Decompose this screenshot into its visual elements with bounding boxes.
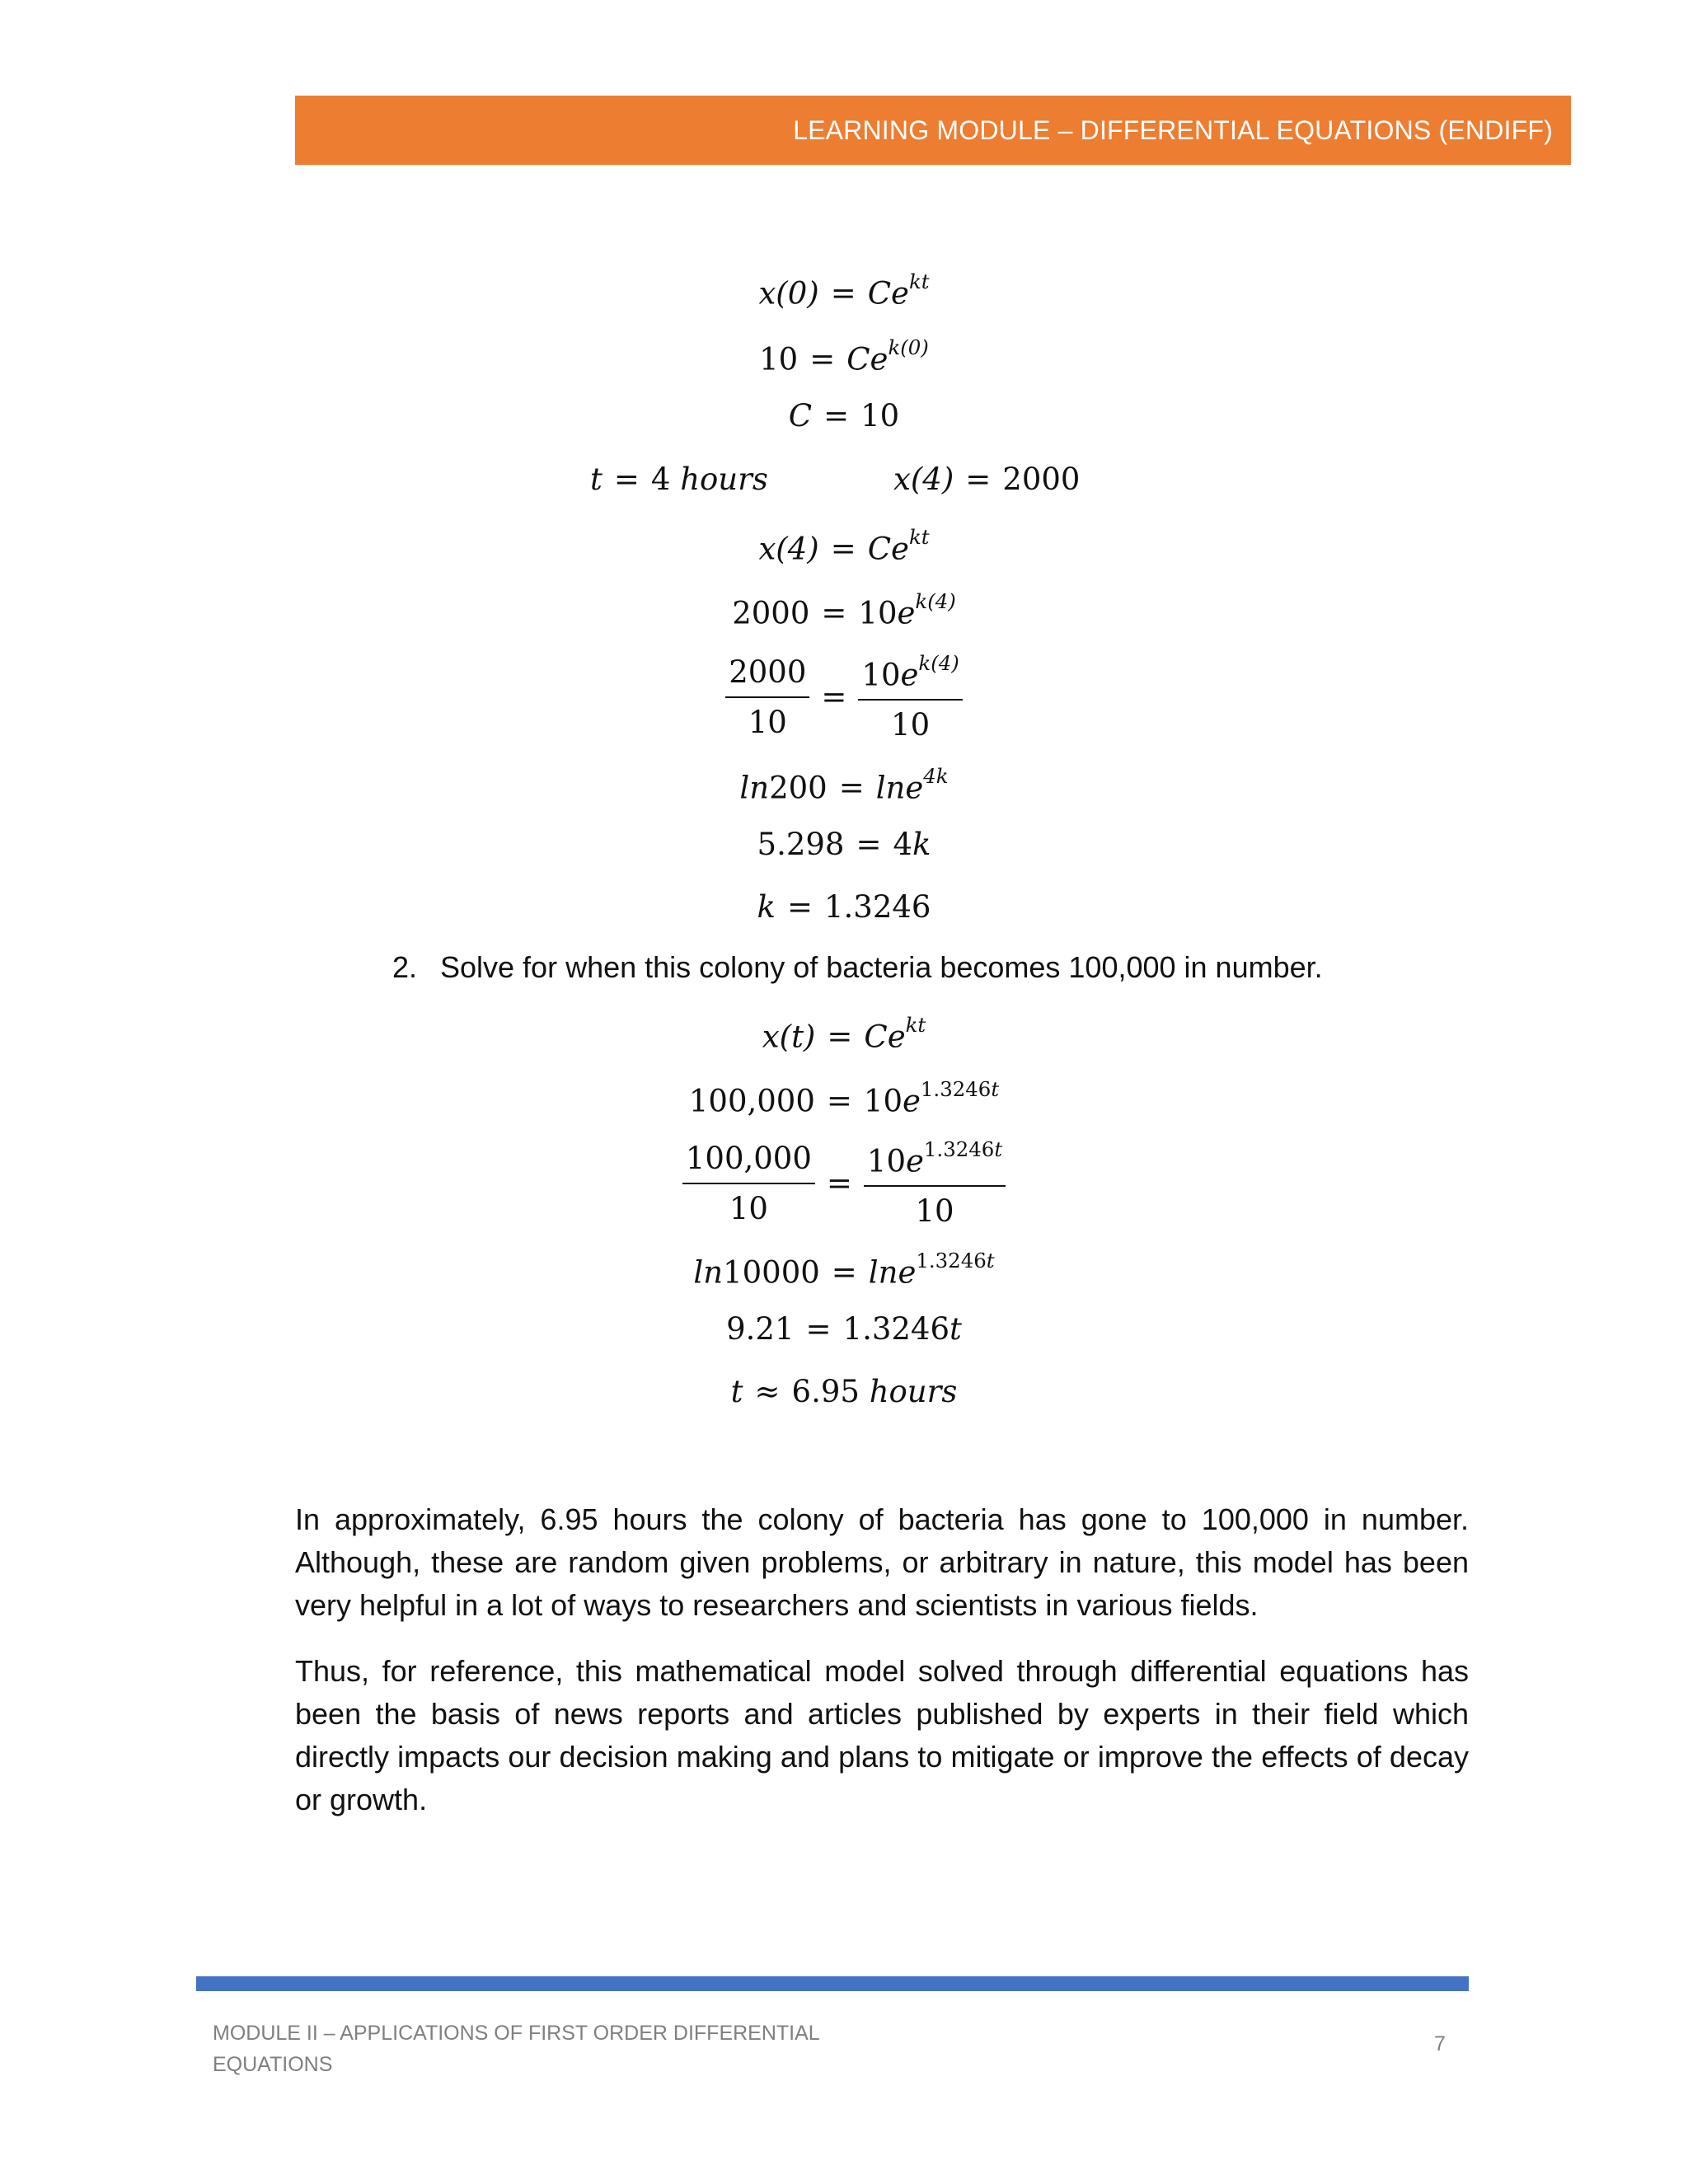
footer-module-title: MODULE II – APPLICATIONS OF FIRST ORDER DIFFERENTIAL EQUATIONS (213, 2022, 819, 2076)
equation-5298-4k: 5.298 = 4k (757, 827, 931, 862)
equation-ln200: ln200 = lne$^{4k}$ (739, 764, 949, 806)
equation-k-value: k = 1.3246 (757, 889, 931, 925)
equation-10-ce: $10 = Ce^{k(0)}$ (759, 335, 929, 377)
equation-xt: $x(t) = Ce^{kt}$ (762, 1013, 926, 1055)
equation-x4-2000: x(4) = 2000 (893, 462, 1081, 497)
equation-t-4-hours: t = 4 hours (590, 462, 768, 497)
list-text: Solve for when this colony of bacteria becomes 100,000 in number. (440, 950, 1323, 984)
equation-fraction-100000: $\frac{100,000}{10}$ = $\frac{10e^{1.3246t}}{10}$ (0, 1137, 1688, 1229)
page-number: 7 (1434, 2032, 1446, 2055)
equation-c-10: C = 10 (788, 398, 900, 434)
equation-ln10000: ln10000 = lne$^{1.3246t}$ (693, 1249, 995, 1291)
equation-100000-10e: $100,000 = 10e^{1.3246t}$ (688, 1077, 1000, 1119)
equation-x0: $x(0) = Ce^{kt}$ (758, 269, 930, 312)
list-item-2 (392, 950, 1323, 985)
fraction-right: $\frac{10e^{1.3246t}}{10}$ (864, 1137, 1006, 1229)
paragraph-conclusion: In approximately, 6.95 hours the colony of bacteria has gone to 100,000 in number. Although, these are random given problems, or arbitrary in nature, this model has been very helpful in a lot of ways to researchers and scientists in various fields. (295, 1502, 1469, 1622)
paragraph-reference: Thus, for reference, this mathematical model solved through differential equations has been the basis of news reports and articles published by experts in their field which directly impacts our decision making and plans to mitigate or improve the effects of decay or growth. (295, 1654, 1469, 1816)
equation-921: 9.21 = 1.3246t (726, 1311, 962, 1347)
fraction-right: $\frac{10e^{k(4)}}{10}$ (858, 651, 962, 743)
equation-2000-10e: $2000 = 10e^{k(4)}$ (732, 589, 956, 631)
equation-fraction-2000: $\frac{2000}{10}$ = $\frac{10e^{k(4)}}{10}$ (0, 651, 1688, 743)
equation-x4-ce: $x(4) = Ce^{kt}$ (758, 525, 930, 567)
list-number: 2. (392, 950, 418, 984)
fraction-left: $\frac{2000}{10}$ (725, 654, 809, 740)
footer-rule (196, 1976, 1469, 1991)
equation-t-approx: t ≈ 6.95 hours (730, 1374, 958, 1409)
header-bar (295, 96, 1571, 165)
fraction-left: $\frac{100,000}{10}$ (682, 1141, 815, 1226)
header-title: LEARNING MODULE – DIFFERENTIAL EQUATIONS (ENDIFF) (793, 115, 1553, 145)
